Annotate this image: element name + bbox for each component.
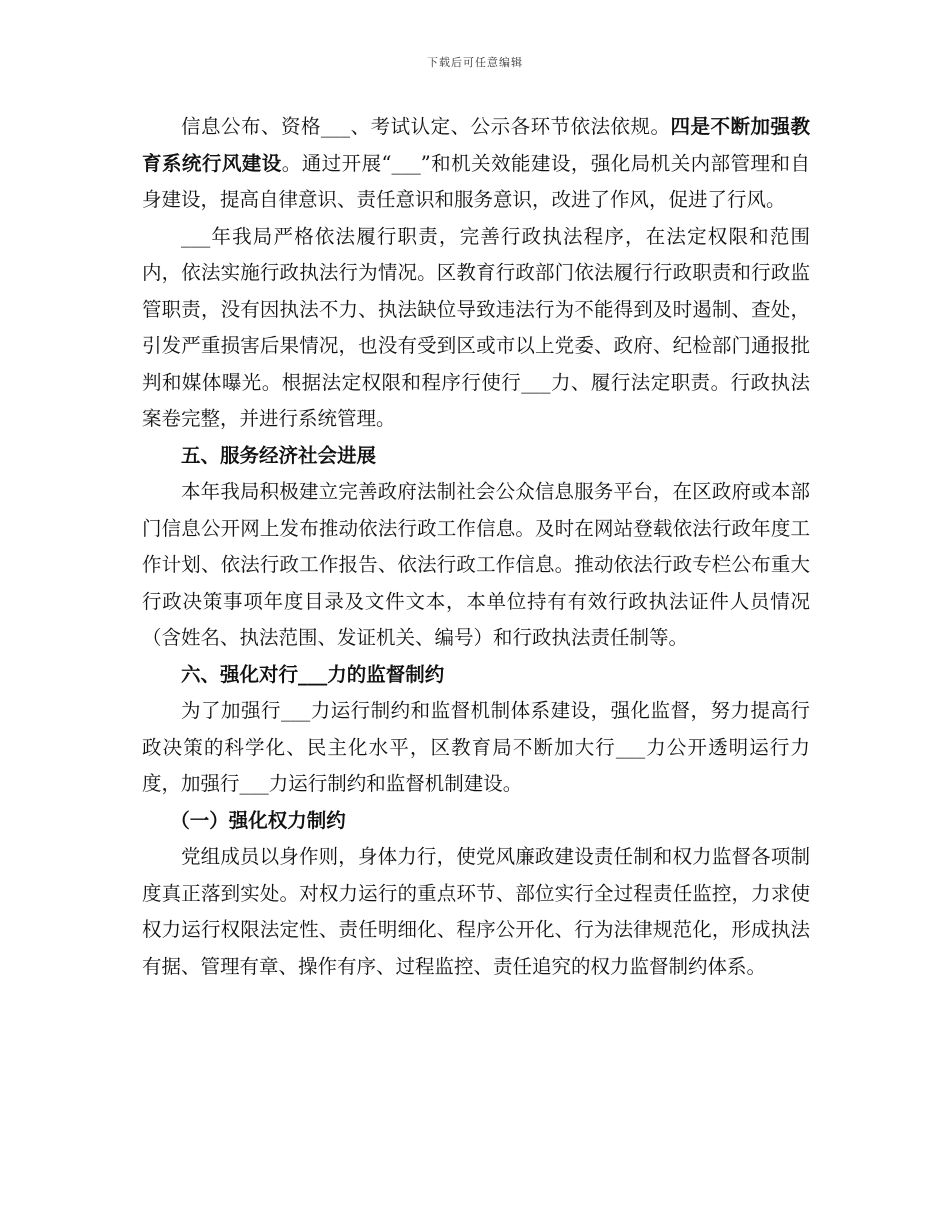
paragraph-4: 为了加强行___力运行制约和监督机制体系建设，强化监督，努力提高行政决策的科学化、民主化水平，区教育局不断加大行___力公开透明运行力度，加强行___力运行制约和监督机制建设。 [142, 699, 810, 795]
paragraph-5: 党组成员以身作则，身体力行，使党风廉政建设责任制和权力监督各项制度真正落到实处。对权力运行的重点环节、部位实行全过程责任监控，力求使权力运行权限法定性、责任明细化、程序公开化、行为法律规范化，形成执法有据、管理有章、操作有序、过程监控、责任追究的权力监督制约体系。 [142, 845, 810, 978]
paragraph-1-text-b: 。通过开展“___”和机关效能建设，强化局机关内部管理和自身建设，提高自律意识、责任意识和服务意识，改进了作风，促进了行风。 [142, 151, 810, 211]
paragraph-3: 本年我局积极建立完善政府法制社会公众信息服务平台，在区政府或本部门信息公开网上发布推动依法行政工作信息。及时在网站登载依法行政年度工作计划、依法行政工作报告、依法行政工作信息。推动依法行政专栏公布重大行政决策事项年度目录及文件文本，本单位持有有效行政执法证件人员情况（含姓名、执法范围、发证机关、编号）和行政执法责任制等。 [142, 480, 810, 649]
paragraph-1-bold-phrase: 四是不断加强教育系统行风建设 [142, 115, 810, 175]
paragraph-2: ___年我局严格依法履行职责，完善行政执法程序，在法定权限和范围内，依法实施行政执法行为情况。区教育行政部门依法履行行政职责和行政监管职责，没有因执法不力、执法缺位导致违法行为不能得到及时遏制、查处，引发严重损害后果情况，也没有受到区或市以上党委、政府、纪检部门通报批判和媒体曝光。根据法定权限和程序行使行___力、履行法定职责。行政执法案卷完整，并进行系统管理。 [142, 224, 810, 430]
section-heading-5: 五、服务经济社会进展 [181, 443, 377, 467]
paragraph-1-text-a: 信息公布、资格___、考试认定、公示各环节依法依规。 [181, 115, 671, 138]
subsection-heading-1: （一）强化权力制约 [170, 808, 346, 832]
section-heading-6: 六、强化对行___力的监督制约 [181, 662, 445, 686]
page-header: 下载后可任意编辑 [427, 56, 523, 69]
paragraph-1 [142, 109, 810, 219]
document-body [142, 109, 810, 985]
